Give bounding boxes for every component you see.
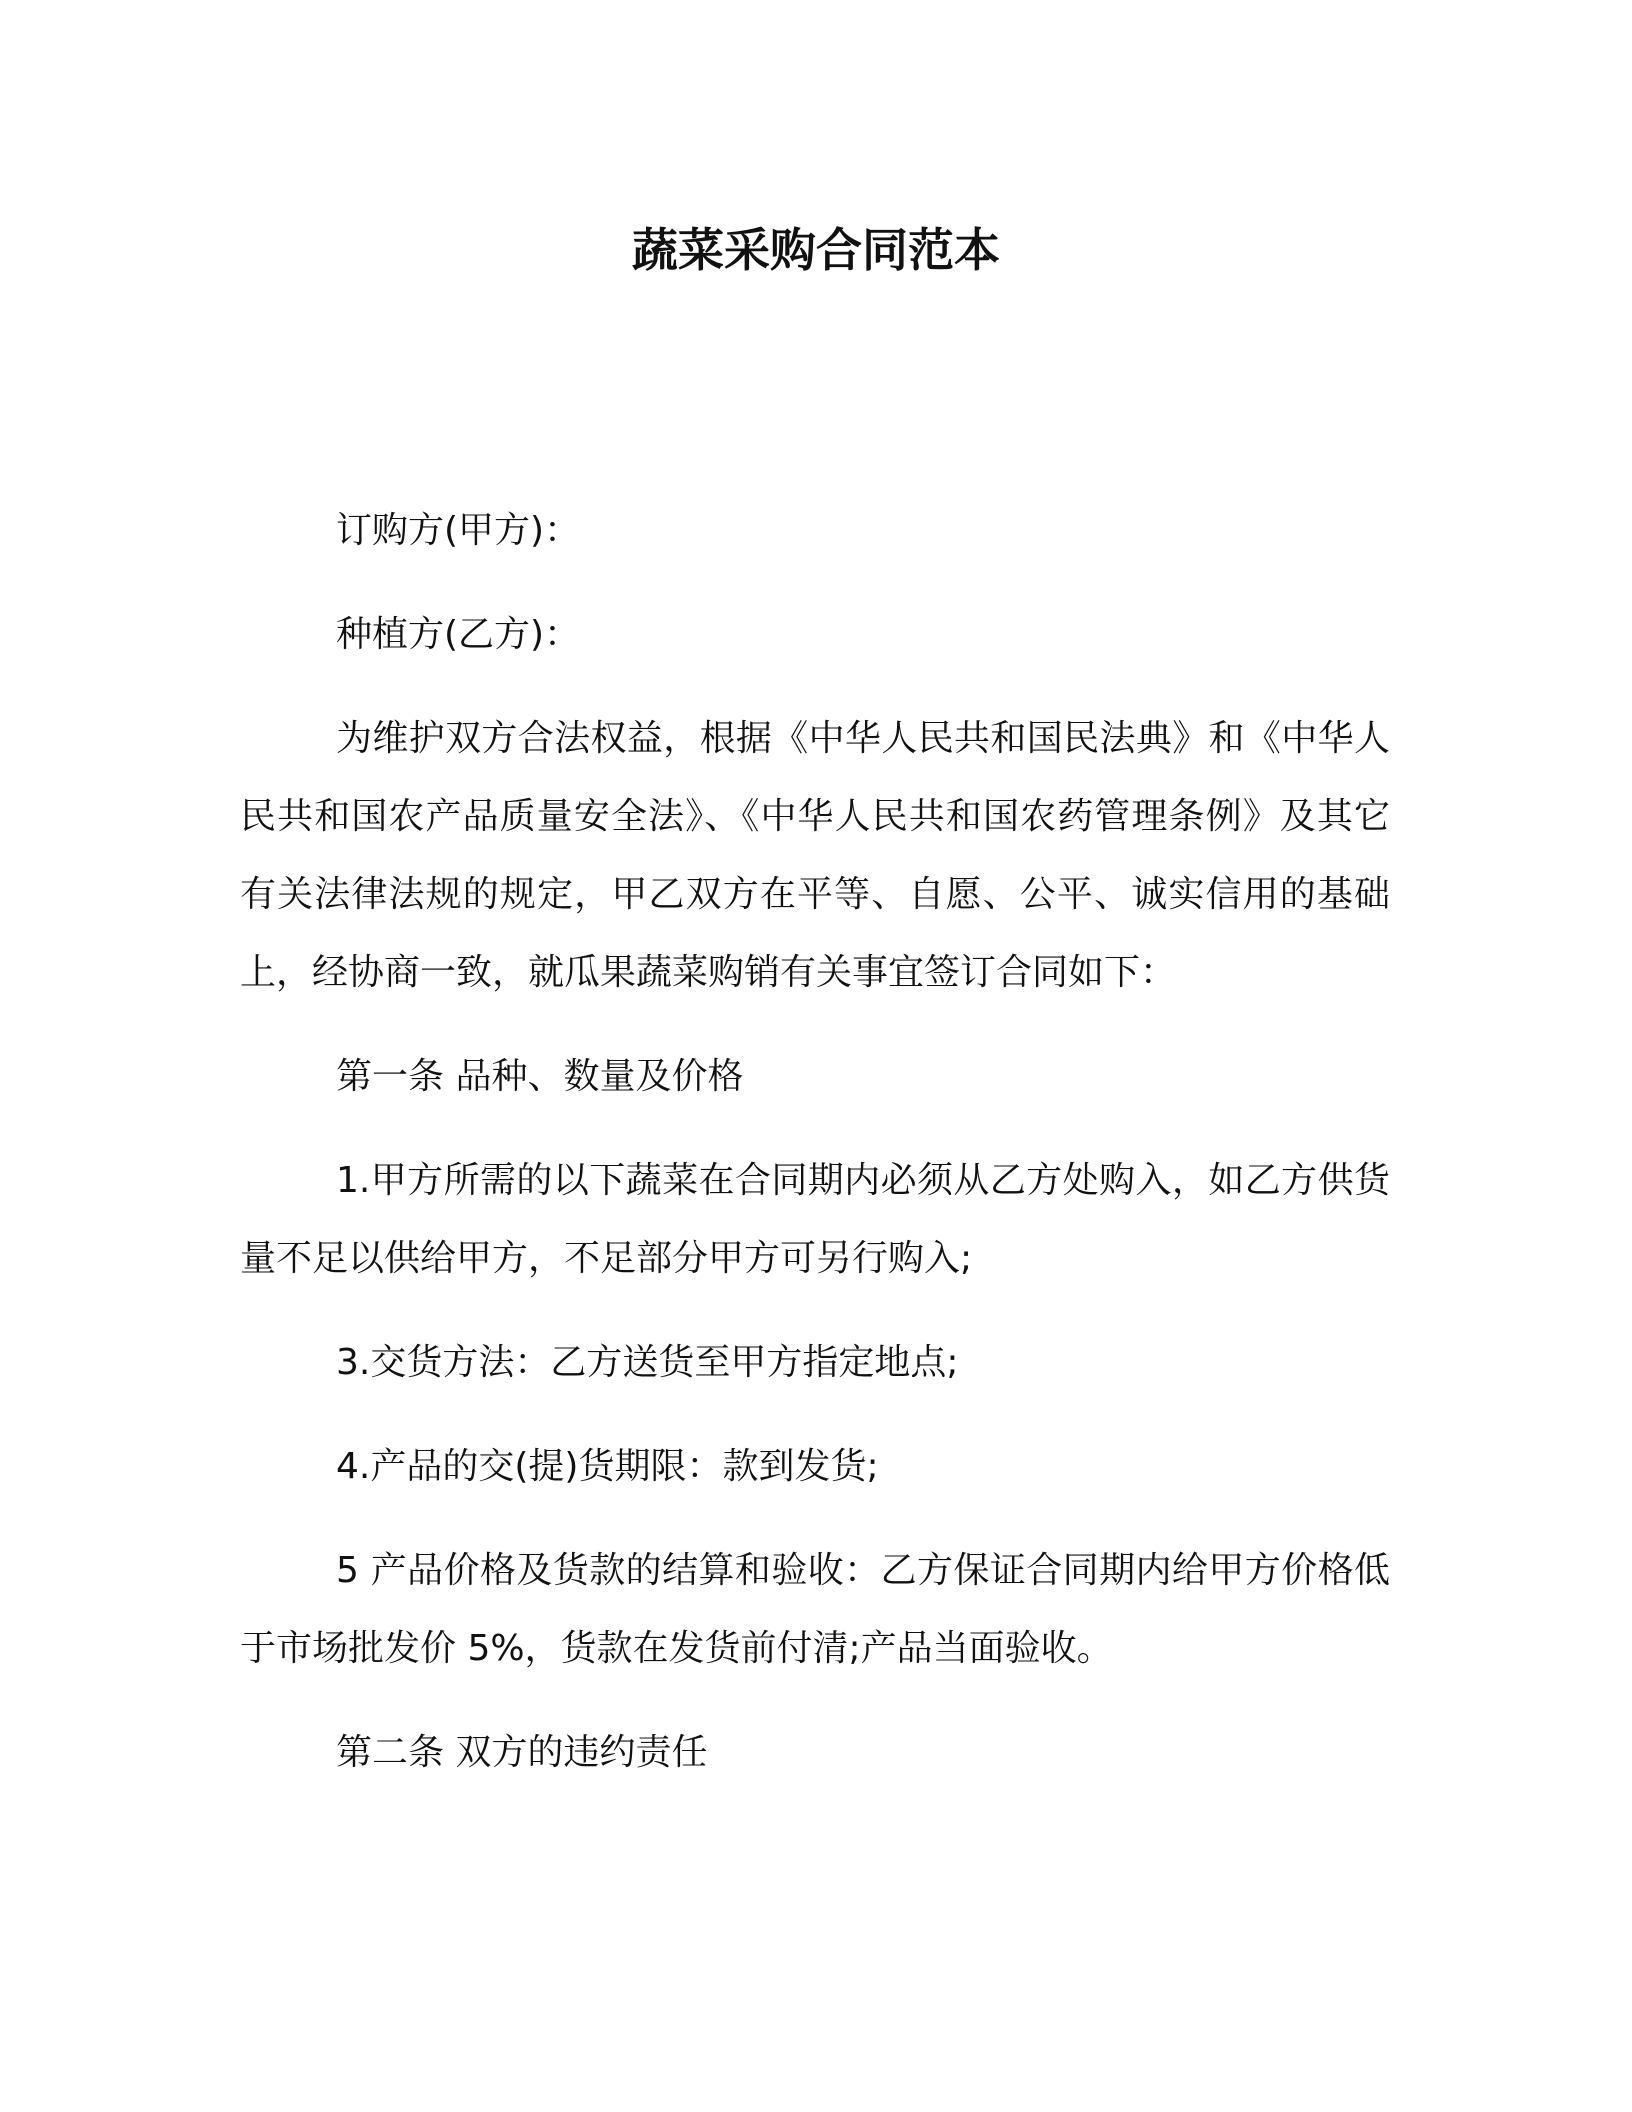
clause-4: 4.产品的交(提)货期限：款到发货; (336, 1446, 879, 1487)
preamble-paragraph: 为维护双方合法权益，根据《中华人民共和国民法典》和《中华人民共和国农产品质量安全法》、《中华人民共和国农药管理条例》及其它有关法律法规的规定，甲乙双方在平等、自愿、公平、诚实信用的基础上，经协商一致，就瓜果蔬菜购销有关事宜签订合同如下： (240, 718, 1390, 993)
clause-5: 5 产品价格及货款的结算和验收：乙方保证合同期内给甲方价格低于市场批发价 5%，货款在发货前付清;产品当面验收。 (240, 1550, 1390, 1669)
article-1-heading: 第一条 品种、数量及价格 (336, 1056, 744, 1097)
clause-1: 1.甲方所需的以下蔬菜在合同期内必须从乙方处购入，如乙方供货量不足以供给甲方，不足部分甲方可另行购入; (240, 1160, 1390, 1279)
document-title: 蔬菜采购合同范本 (632, 223, 1000, 277)
article-2-heading: 第二条 双方的违约责任 (336, 1732, 708, 1773)
document-body (240, 492, 1390, 1818)
clause-3: 3.交货方法：乙方送货至甲方指定地点; (336, 1342, 959, 1383)
party-b-line: 种植方(乙方)： (336, 614, 581, 655)
party-a-line: 订购方(甲方)： (336, 510, 581, 551)
